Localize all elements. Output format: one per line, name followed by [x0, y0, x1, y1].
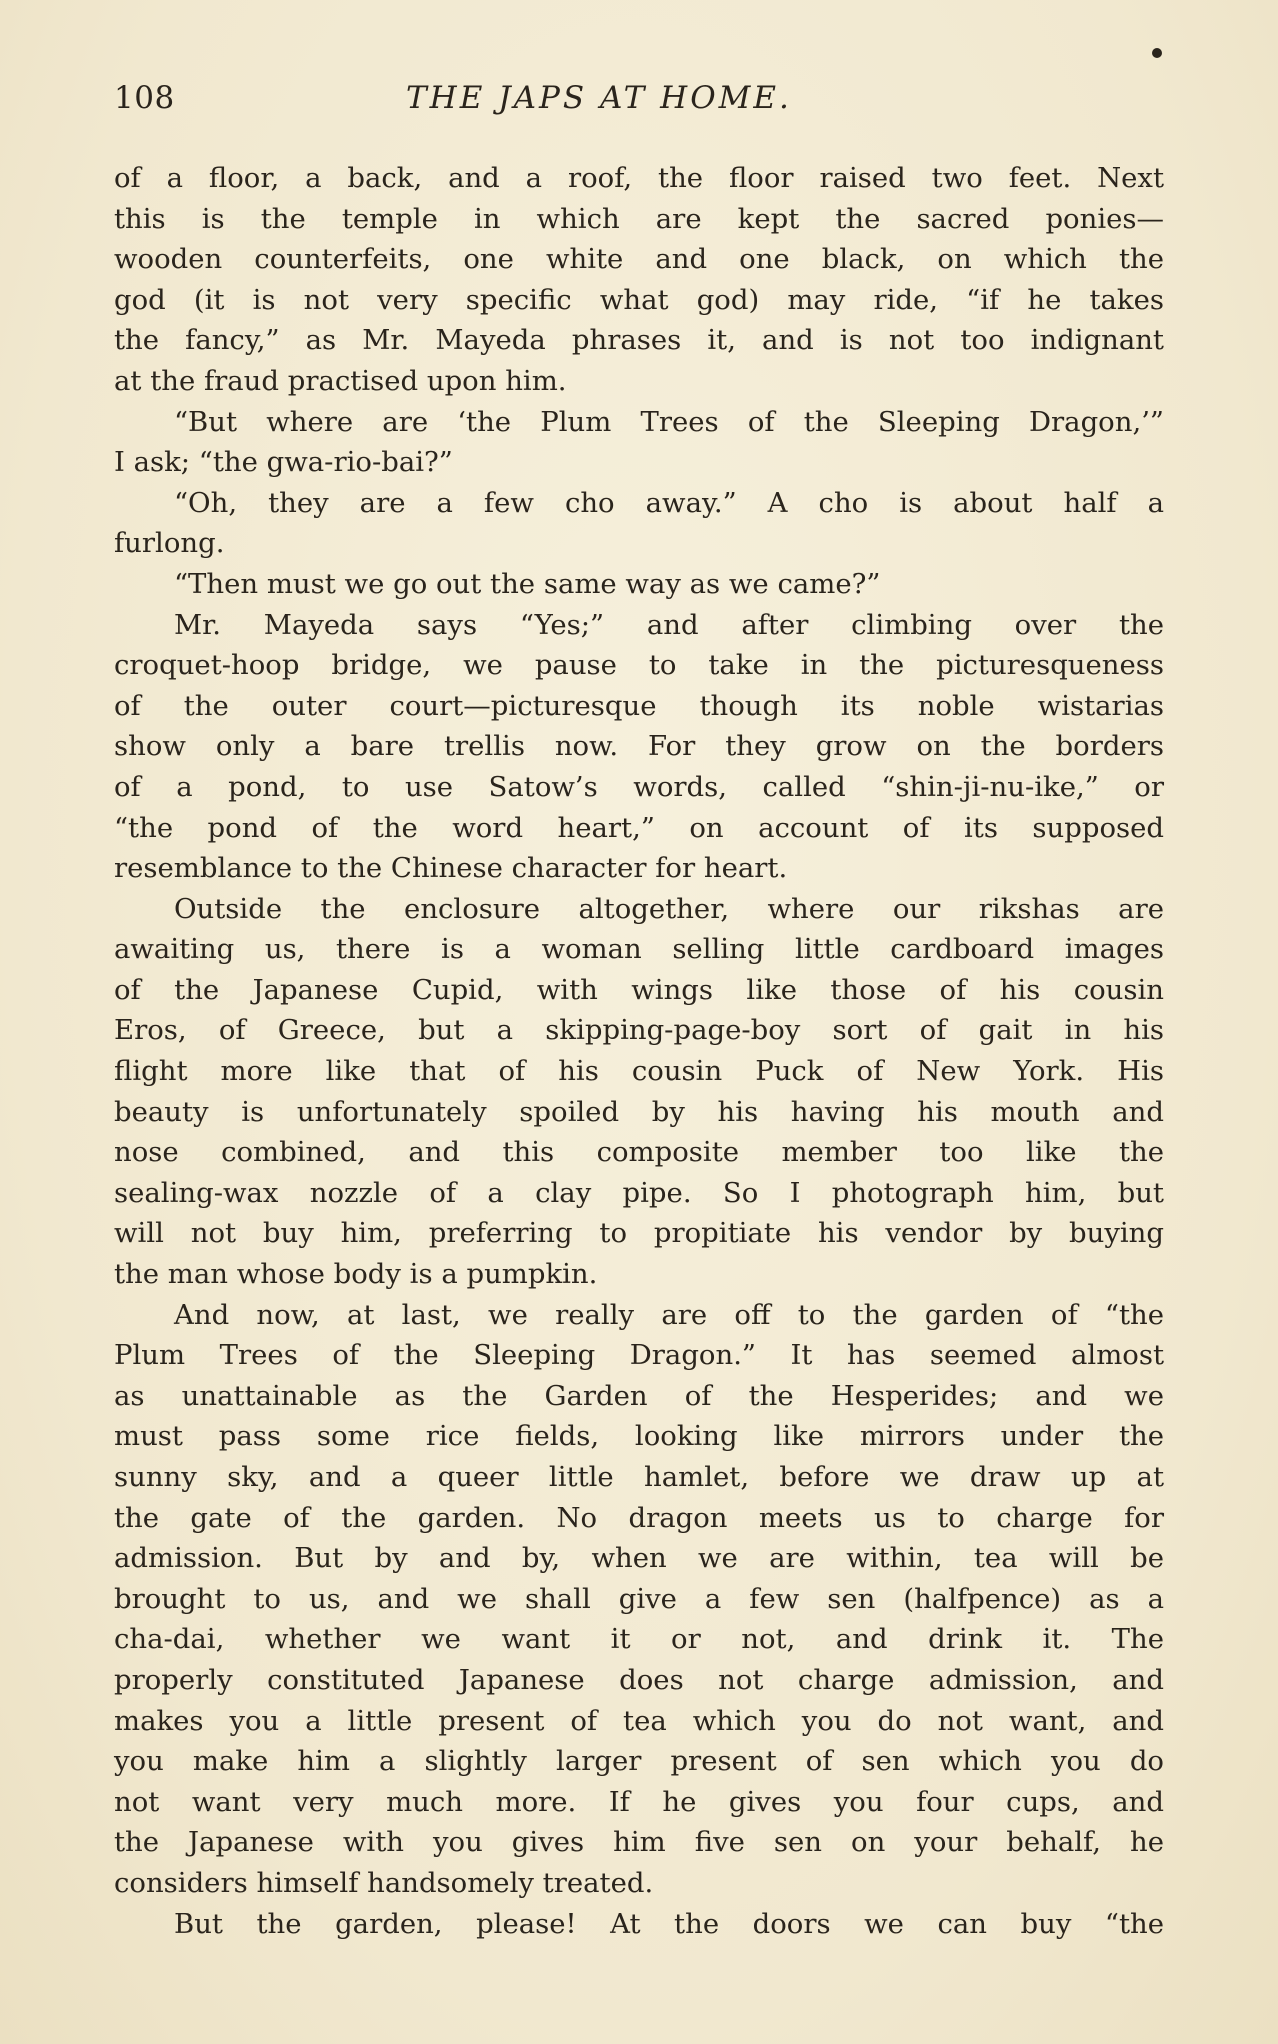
text-line: you make him a slightly larger present of sen which you do [114, 1745, 1164, 1778]
page-header [114, 80, 1164, 130]
text-line: the Japanese with you gives him five sen on your behalf, he [114, 1826, 1164, 1859]
text-line: must pass some rice fields, looking like mirrors under the [114, 1420, 1164, 1453]
text-line: croquet-hoop bridge, we pause to take in the picturesqueness [114, 649, 1164, 682]
page-number: 108 [114, 80, 175, 116]
text-line: of a floor, a back, and a roof, the floor raised two feet. Next [114, 162, 1164, 194]
text-line: And now, at last, we really are off to the garden of “the [174, 1298, 1164, 1331]
text-line: this is the temple in which are kept the sacred ponies— [114, 202, 1164, 235]
text-line: at the fraud practised upon him. [114, 364, 567, 397]
text-line: “the pond of the word heart,” on account of its supposed [114, 811, 1164, 844]
text-line: wooden counterfeits, one white and one black, on which the [114, 243, 1164, 276]
text-line: of the outer court—picturesque though its noble wistarias [114, 689, 1164, 722]
text-line: furlong. [114, 527, 225, 560]
text-line: of a pond, to use Satow’s words, called “shin-ji-nu-ike,” or [114, 770, 1164, 803]
text-line: cha-dai, whether we want it or not, and drink it. The [114, 1623, 1164, 1656]
running-title: THE JAPS AT HOME. [406, 80, 792, 116]
text-line: as unattainable as the Garden of the Hesperides; and we [114, 1379, 1164, 1412]
text-line: will not buy him, preferring to propitiate his vendor by buying [114, 1217, 1164, 1250]
text-line: the gate of the garden. No dragon meets us to charge for [114, 1501, 1164, 1534]
text-line: the man whose body is a pumpkin. [114, 1258, 598, 1291]
text-line: awaiting us, there is a woman selling little cardboard images [114, 933, 1164, 966]
text-line: But the garden, please! At the doors we can buy “the [174, 1907, 1164, 1940]
text-line: Outside the enclosure altogether, where our rikshas are [174, 892, 1164, 925]
text-line: nose combined, and this composite member too like the [114, 1136, 1164, 1169]
text-line: not want very much more. If he gives you four cups, and [114, 1785, 1164, 1818]
text-line: brought to us, and we shall give a few sen (halfpence) as a [114, 1582, 1164, 1615]
text-line: god (it is not very specific what god) may ride, “if he takes [114, 283, 1164, 316]
text-line: sealing-wax nozzle of a clay pipe. So I photograph him, but [114, 1176, 1164, 1209]
text-line: I ask; “the gwa-rio-bai?” [114, 446, 453, 479]
text-line: resemblance to the Chinese character for heart. [114, 852, 788, 885]
text-line: Eros, of Greece, but a skipping-page-boy sort of gait in his [114, 1014, 1164, 1047]
text-line: considers himself handsomely treated. [114, 1866, 654, 1899]
text-line: “Oh, they are a few cho away.” A cho is about half a [174, 486, 1164, 519]
text-line: Plum Trees of the Sleeping Dragon.” It has seemed almost [114, 1339, 1164, 1372]
text-line: makes you a little present of tea which you do not want, and [114, 1704, 1164, 1737]
text-line: “Then must we go out the same way as we came?” [174, 567, 881, 600]
text-line: admission. But by and by, when we are within, tea will be [114, 1542, 1164, 1575]
text-line: properly constituted Japanese does not charge admission, and [114, 1663, 1164, 1696]
text-line: “But where are ‘the Plum Trees of the Sleeping Dragon,’” [174, 405, 1164, 438]
body-text [114, 158, 1164, 1944]
text-line: Mr. Mayeda says “Yes;” and after climbing over the [174, 608, 1164, 641]
ink-dot [1152, 48, 1162, 58]
text-line: flight more like that of his cousin Puck of New York. His [114, 1055, 1164, 1088]
text-line: the fancy,” as Mr. Mayeda phrases it, and is not too indignant [114, 324, 1164, 357]
text-line: of the Japanese Cupid, with wings like those of his cousin [114, 973, 1164, 1006]
text-line: show only a bare trellis now. For they grow on the borders [114, 730, 1164, 763]
text-line: sunny sky, and a queer little hamlet, before we draw up at [114, 1461, 1164, 1493]
text-line: beauty is unfortunately spoiled by his having his mouth and [114, 1095, 1164, 1128]
